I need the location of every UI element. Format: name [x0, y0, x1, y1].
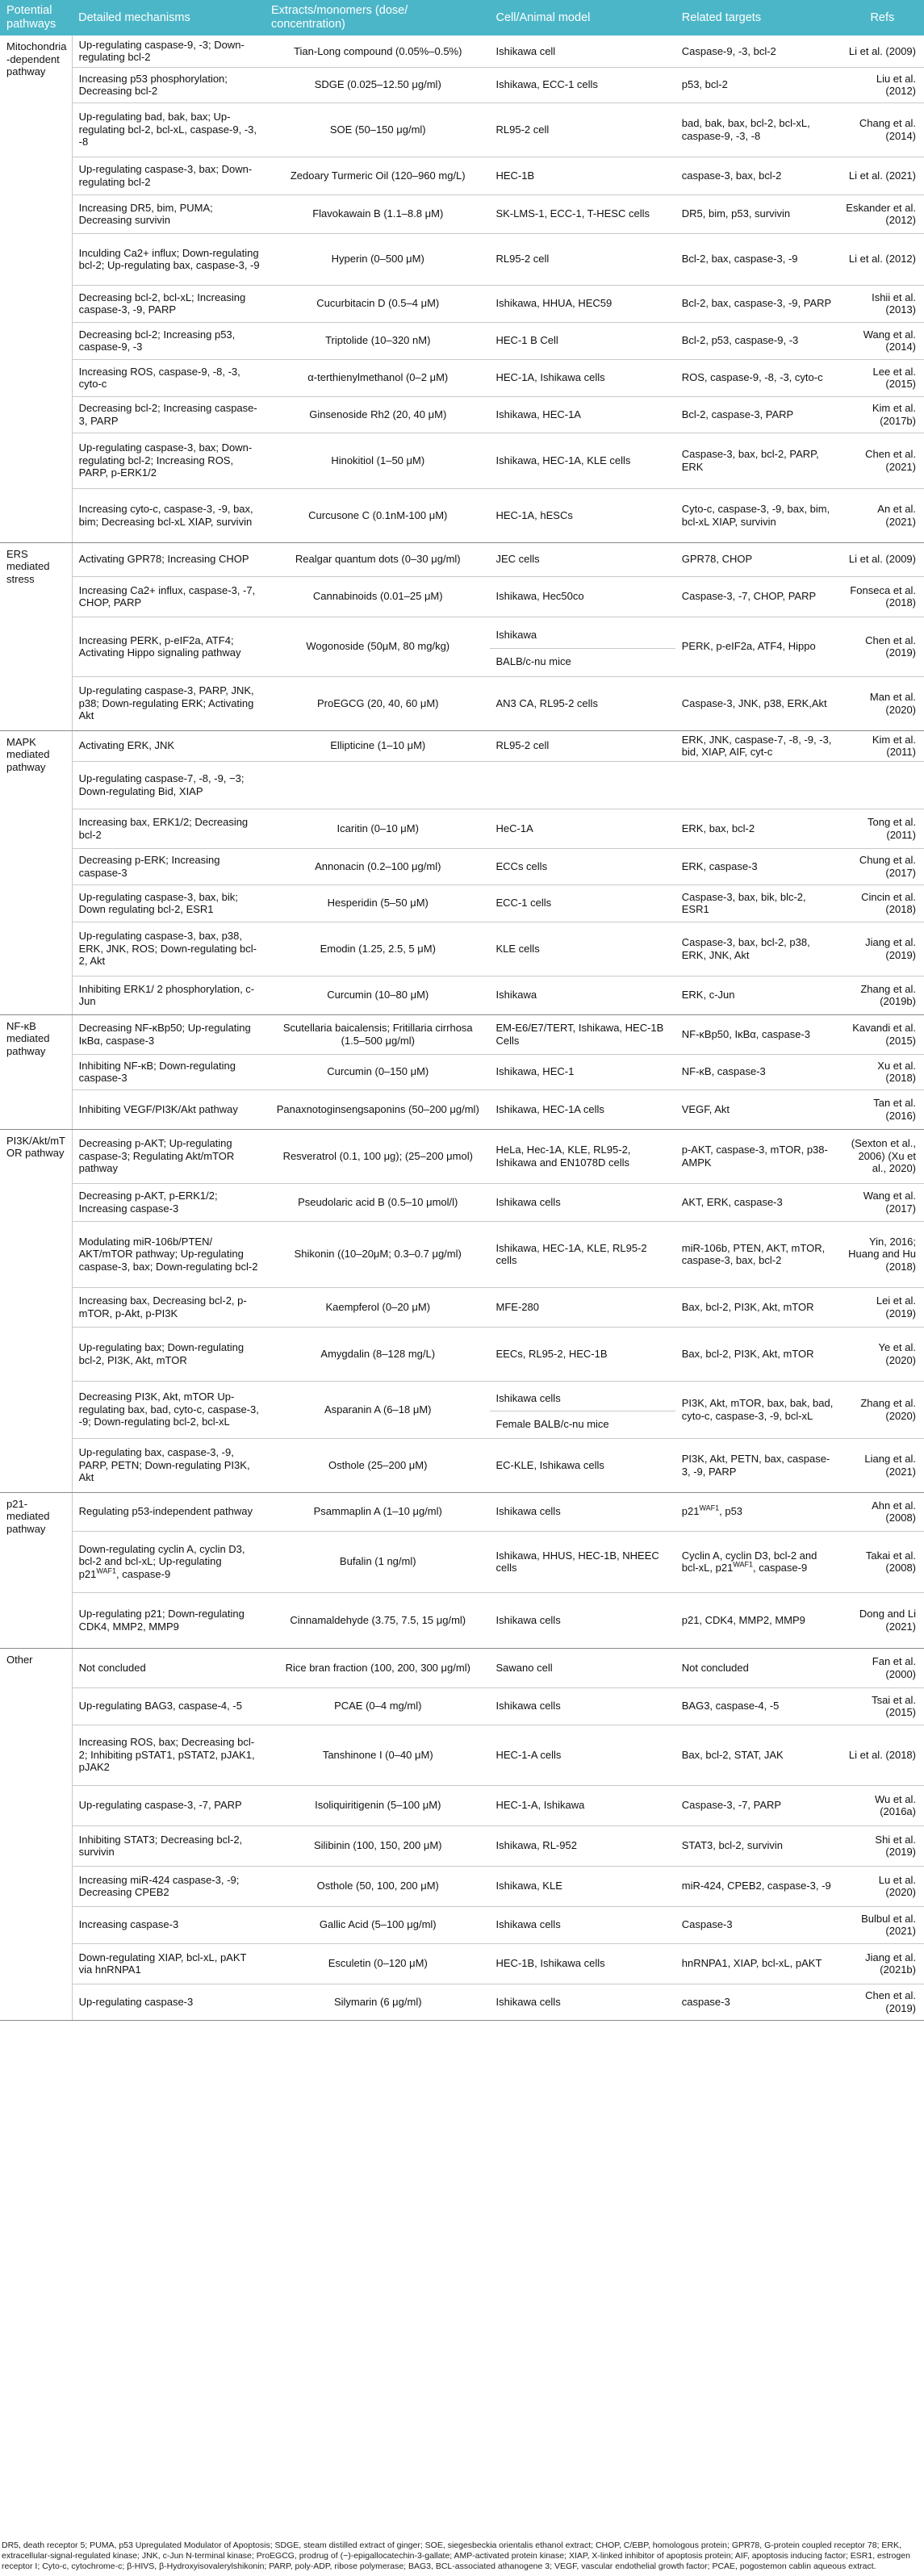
model-cell: Ishikawa, HEC-1A cells — [490, 1089, 675, 1129]
table-row — [0, 488, 924, 542]
mechanism-cell: Increasing bax, Decreasing bcl-2, p-mTOR, p-Akt, p-PI3K — [72, 1287, 265, 1327]
model-cell: MFE-280 — [490, 1287, 675, 1327]
table-row — [0, 322, 924, 359]
extract-cell: Ginsenoside Rh2 (20, 40 μM) — [265, 396, 490, 433]
targets-cell: p-AKT, caspase-3, mTOR, p38-AMPK — [675, 1129, 839, 1183]
table-row — [0, 102, 924, 157]
table-row — [0, 1054, 924, 1089]
table-row — [0, 922, 924, 976]
model-cell: Ishikawa, HEC-1A, KLE, RL95-2 cells — [490, 1221, 675, 1287]
refs-cell: Li et al. (2021) — [839, 157, 924, 194]
targets-cell: ROS, caspase-9, -8, -3, cyto-c — [675, 359, 839, 396]
refs-cell: An et al. (2021) — [839, 488, 924, 542]
mechanism-cell: Up-regulating caspase-3 — [72, 1984, 265, 2020]
refs-cell: Lee et al. (2015) — [839, 359, 924, 396]
refs-cell: Liu et al. (2012) — [839, 67, 924, 102]
model-cell: Sawano cell — [490, 1648, 675, 1687]
targets-cell: miR-424, CPEB2, caspase-3, -9 — [675, 1866, 839, 1906]
mechanism-cell: Decreasing p-AKT; Up-regulating caspase-3; Regulating Akt/mTOR pathway — [72, 1129, 265, 1183]
extract-cell: Amygdalin (8–128 mg/L) — [265, 1327, 490, 1381]
model-cell: HeLa, Hec-1A, KLE, RL95-2, Ishikawa and EN1078D cells — [490, 1129, 675, 1183]
extract-cell: ProEGCG (20, 40, 60 μM) — [265, 676, 490, 730]
pathway-cell: PI3K/Akt/mTOR pathway — [0, 1129, 72, 1492]
extract-cell: Rice bran fraction (100, 200, 300 μg/ml) — [265, 1648, 490, 1687]
table-row — [0, 542, 924, 576]
model-cell: EECs, RL95-2, HEC-1B — [490, 1327, 675, 1381]
mechanism-cell: Modulating miR-106b/PTEN/ AKT/mTOR pathway; Up-regulating caspase-3, bax; Down-regulating bcl-2 — [72, 1221, 265, 1287]
targets-cell: ERK, bax, bcl-2 — [675, 809, 839, 848]
targets-cell: hnRNPA1, XIAP, bcl-xL, pAKT — [675, 1943, 839, 1984]
mechanism-cell: Up-regulating bax; Down-regulating bcl-2, PI3K, Akt, mTOR — [72, 1327, 265, 1381]
table-row — [0, 1592, 924, 1648]
mechanism-cell: Increasing PERK, p-eIF2a, ATF4; Activating Hippo signaling pathway — [72, 617, 265, 676]
refs-cell: Dong and Li (2021) — [839, 1592, 924, 1648]
targets-cell: $p21^{WAF1}$, p53 — [675, 1492, 839, 1531]
targets-cell: PERK, p-eIF2a, ATF4, Hippo — [675, 617, 839, 676]
mechanism-cell: Decreasing bcl-2; Increasing p53, caspase-9, -3 — [72, 322, 265, 359]
model-cell: Ishikawa — [490, 976, 675, 1014]
mechanism-cell: Regulating p53-independent pathway — [72, 1492, 265, 1531]
extract-cell: Hesperidin (5–50 μM) — [265, 884, 490, 922]
targets-cell: Caspase-3, bax, bik, blc-2, ESR1 — [675, 884, 839, 922]
targets-cell — [675, 761, 839, 809]
targets-cell: STAT3, bcl-2, survivin — [675, 1825, 839, 1866]
model-cell: Ishikawa, KLE — [490, 1866, 675, 1906]
extract-cell: Pseudolaric acid B (0.5–10 μmol/l) — [265, 1183, 490, 1221]
refs-cell: Eskander et al. (2012) — [839, 194, 924, 233]
mechanism-cell: Up-regulating caspase-3, PARP, JNK, p38; Down-regulating ERK; Activating Akt — [72, 676, 265, 730]
refs-cell — [839, 761, 924, 809]
table-row — [0, 1648, 924, 1687]
refs-cell: Yin, 2016; Huang and Hu (2018) — [839, 1221, 924, 1287]
targets-cell: Bcl-2, bax, caspase-3, -9 — [675, 233, 839, 285]
mechanism-cell: Up-regulating bad, bak, bax; Up-regulating bcl-2, bcl-xL, caspase-9, -3, -8 — [72, 102, 265, 157]
mechanism-cell: Down-regulating XIAP, bcl-xL, pAKT via hnRNPA1 — [72, 1943, 265, 1984]
refs-cell: Wu et al. (2016a) — [839, 1785, 924, 1825]
targets-cell: GPR78, CHOP — [675, 542, 839, 576]
refs-cell: Tong et al. (2011) — [839, 809, 924, 848]
pathway-cell: NF-κB mediated pathway — [0, 1014, 72, 1129]
mechanism-cell: Activating GPR78; Increasing CHOP — [72, 542, 265, 576]
model-line: Ishikawa cells — [490, 1386, 675, 1412]
mechanism-cell: Up-regulating caspase-3, bax, p38, ERK, JNK, ROS; Down-regulating bcl-2, Akt — [72, 922, 265, 976]
extract-cell: α-terthienylmethanol (0–2 μM) — [265, 359, 490, 396]
extract-cell: Curcusone C (0.1nM-100 μM) — [265, 488, 490, 542]
extract-cell: Curcumin (0–150 μM) — [265, 1054, 490, 1089]
extract-cell: Hinokitiol (1–50 μM) — [265, 433, 490, 488]
extract-cell: Osthole (25–200 μM) — [265, 1438, 490, 1492]
mechanism-cell: Increasing miR-424 caspase-3, -9; Decreasing CPEB2 — [72, 1866, 265, 1906]
targets-cell: ERK, caspase-3 — [675, 848, 839, 884]
mechanism-cell: Inhibiting STAT3; Decreasing bcl-2, survivin — [72, 1825, 265, 1866]
refs-cell: Chung et al. (2017) — [839, 848, 924, 884]
table-row — [0, 761, 924, 809]
extract-cell: Scutellaria baicalensis; Fritillaria cirrhosa (1.5–500 μg/ml) — [265, 1014, 490, 1054]
table-body — [0, 36, 924, 2020]
extract-cell: Cucurbitacin D (0.5–4 μM) — [265, 285, 490, 322]
mechanism-cell: Increasing DR5, bim, PUMA; Decreasing survivin — [72, 194, 265, 233]
table-row — [0, 1014, 924, 1054]
table-row — [0, 617, 924, 676]
model-cell: HEC-1B — [490, 157, 675, 194]
targets-cell: Bcl-2, p53, caspase-9, -3 — [675, 322, 839, 359]
model-cell: EM-E6/E7/TERT, Ishikawa, HEC-1B Cells — [490, 1014, 675, 1054]
refs-cell: Tan et al. (2016) — [839, 1089, 924, 1129]
refs-cell: Li et al. (2012) — [839, 233, 924, 285]
mechanism-cell: Decreasing bcl-2; Increasing caspase-3, PARP — [72, 396, 265, 433]
refs-cell: Zhang et al. (2019b) — [839, 976, 924, 1014]
mechanism-cell: Increasing bax, ERK1/2; Decreasing bcl-2 — [72, 809, 265, 848]
extract-cell: Tanshinone I (0–40 μM) — [265, 1725, 490, 1785]
model-cell: HEC-1B, Ishikawa cells — [490, 1943, 675, 1984]
model-cell: Ishikawa, Hec50co — [490, 576, 675, 617]
table-row — [0, 730, 924, 761]
refs-cell: Li et al. (2009) — [839, 542, 924, 576]
extract-cell: SDGE (0.025–12.50 μg/ml) — [265, 67, 490, 102]
table-row — [0, 1725, 924, 1785]
targets-cell: Caspase-3, -7, PARP — [675, 1785, 839, 1825]
model-line-2: BALB/c-nu mice — [495, 654, 571, 667]
table-row — [0, 1492, 924, 1531]
pathway-cell: MAPK mediated pathway — [0, 730, 72, 1014]
table-row — [0, 67, 924, 102]
model-line: Ishikawa — [490, 622, 675, 649]
targets-cell: VEGF, Akt — [675, 1089, 839, 1129]
mechanism-cell: Down-regulating cyclin A, cyclin D3, bcl-2 and bcl-xL; Up-regulating $p21^{WAF1}$, caspase-9 — [72, 1531, 265, 1592]
extract-cell: Gallic Acid (5–100 μg/ml) — [265, 1906, 490, 1943]
mechanism-cell: Inhibiting VEGF/PI3K/Akt pathway — [72, 1089, 265, 1129]
model-cell: Ishikawa cells — [490, 1984, 675, 2020]
table-row — [0, 1327, 924, 1381]
table-row — [0, 1906, 924, 1943]
extract-cell: Psammaplin A (1–10 μg/ml) — [265, 1492, 490, 1531]
extract-cell: Shikonin ((10–20μM; 0.3–0.7 μg/ml) — [265, 1221, 490, 1287]
refs-cell: Lei et al. (2019) — [839, 1287, 924, 1327]
refs-cell: Shi et al. (2019) — [839, 1825, 924, 1866]
targets-cell: Cyto-c, caspase-3, -9, bax, bim, bcl-xL XIAP, survivin — [675, 488, 839, 542]
targets-cell: Caspase-3, bax, bcl-2, p38, ERK, JNK, Akt — [675, 922, 839, 976]
model-cell: HEC-1 B Cell — [490, 322, 675, 359]
refs-cell: Lu et al. (2020) — [839, 1866, 924, 1906]
extract-cell: Annonacin (0.2–100 μg/ml) — [265, 848, 490, 884]
targets-cell: miR-106b, PTEN, AKT, mTOR, caspase-3, bax, bcl-2 — [675, 1221, 839, 1287]
mechanism-cell: Decreasing p-ERK; Increasing caspase-3 — [72, 848, 265, 884]
table-header-row — [0, 0, 924, 36]
extract-cell: Resveratrol (0.1, 100 μg); (25–200 μmol) — [265, 1129, 490, 1183]
extract-cell: Panaxnotoginsengsaponins (50–200 μg/ml) — [265, 1089, 490, 1129]
model-cell: HeC-1A — [490, 809, 675, 848]
extract-cell: Silymarin (6 μg/ml) — [265, 1984, 490, 2020]
model-cell: Ishikawa, ECC-1 cells — [490, 67, 675, 102]
table-row — [0, 1221, 924, 1287]
table-row — [0, 433, 924, 488]
extract-cell: Asparanin A (6–18 μM) — [265, 1381, 490, 1438]
extract-cell: Icaritin (0–10 μM) — [265, 809, 490, 848]
mechanism-cell: Up-regulating caspase-3, bax; Down-regulating bcl-2; Increasing ROS, PARP, p-ERK1/2 — [72, 433, 265, 488]
refs-cell: Takai et al. (2008) — [839, 1531, 924, 1592]
table-row — [0, 396, 924, 433]
targets-cell: Caspase-3 — [675, 1906, 839, 1943]
mechanism-cell: Decreasing p-AKT, p-ERK1/2; Increasing caspase-3 — [72, 1183, 265, 1221]
mechanism-cell: Decreasing bcl-2, bcl-xL; Increasing caspase-3, -9, PARP — [72, 285, 265, 322]
mechanism-cell: Inculding Ca2+ influx; Down-regulating bcl-2; Up-regulating bax, caspase-3, -9 — [72, 233, 265, 285]
targets-cell: ERK, JNK, caspase-7, -8, -9, -3, bid, XIAP, AIF, cyt-c — [675, 730, 839, 761]
table-row — [0, 676, 924, 730]
targets-cell: BAG3, caspase-4, -5 — [675, 1687, 839, 1725]
table-row — [0, 1089, 924, 1129]
refs-cell: Li et al. (2018) — [839, 1725, 924, 1785]
refs-cell: (Sexton et al., 2006) (Xu et al., 2020) — [839, 1129, 924, 1183]
model-cell: ECCs cells — [490, 848, 675, 884]
model-cell: HEC-1-A, Ishikawa — [490, 1785, 675, 1825]
mechanism-cell: Increasing cyto-c, caspase-3, -9, bax, bim; Decreasing bcl-xL XIAP, survivin — [72, 488, 265, 542]
table-row — [0, 1825, 924, 1866]
targets-cell: p53, bcl-2 — [675, 67, 839, 102]
refs-cell: Ye et al. (2020) — [839, 1327, 924, 1381]
refs-cell: Ahn et al. (2008) — [839, 1492, 924, 1531]
model-cell: EC-KLE, Ishikawa cells — [490, 1438, 675, 1492]
refs-cell: Chang et al. (2014) — [839, 102, 924, 157]
table-row — [0, 36, 924, 67]
targets-cell: DR5, bim, p53, survivin — [675, 194, 839, 233]
targets-cell: Bax, bcl-2, PI3K, Akt, mTOR — [675, 1287, 839, 1327]
table-footnote: DR5, death receptor 5; PUMA, p53 Upregulated Modulator of Apoptosis; SDGE, steam distilled extract of ginger; SOE, siegesbeckia orientalis ethanol extract; CHOP, C/EBP, homologous protein; GPR78, G-protein coupled receptor 78; ERK, extracellular-signal-regulated kinase; JNK, c-Jun N-terminal kinase; ProEGCG, prodrug of (−)-epigallocatechin-3-gallate; AMP-activated protein kinase; XIAP, X-linked inhibitor of apoptosis protein; AIF, apoptosis inducing factor; ESR1, estrogen receptor I; Cyto-c, cytochrome-c; β-HIVS, β-Hydroxyisovalerylshikonin; PARP, poly-ADP, ribose polymerase; BAG3, BCL-associated athanogene 3; VEGF, vascular endothelial growth factor; PCAE, pogostemon cablin aqueous extract. — [2, 2540, 910, 2571]
extract-cell: Triptolide (10–320 nM) — [265, 322, 490, 359]
model-cell — [490, 1381, 675, 1438]
header-targets: Related targets — [675, 0, 839, 36]
extract-cell: Cannabinoids (0.01–25 μM) — [265, 576, 490, 617]
extract-cell: Zedoary Turmeric Oil (120–960 mg/L) — [265, 157, 490, 194]
refs-cell: Li et al. (2009) — [839, 36, 924, 67]
targets-cell: Bax, bcl-2, STAT, JAK — [675, 1725, 839, 1785]
extract-cell: Osthole (50, 100, 200 μM) — [265, 1866, 490, 1906]
table-row — [0, 1129, 924, 1183]
refs-cell: Tsai et al. (2015) — [839, 1687, 924, 1725]
table-row — [0, 1438, 924, 1492]
header-model: Cell/Animal model — [490, 0, 675, 36]
targets-cell: bad, bak, bax, bcl-2, bcl-xL, caspase-9, -3, -8 — [675, 102, 839, 157]
table-row — [0, 157, 924, 194]
targets-cell: caspase-3 — [675, 1984, 839, 2020]
header-pathway: Potential pathways — [0, 0, 72, 36]
mechanism-cell: Up-regulating caspase-3, bax; Down-regulating bcl-2 — [72, 157, 265, 194]
pathway-cell: Other — [0, 1648, 72, 2020]
targets-cell: Cyclin A, cyclin D3, bcl-2 and bcl-xL, $p21^{WAF1}$, caspase-9 — [675, 1531, 839, 1592]
mechanism-cell: Up-regulating BAG3, caspase-4, -5 — [72, 1687, 265, 1725]
targets-cell: Caspase-3, -7, CHOP, PARP — [675, 576, 839, 617]
mechanism-cell: Up-regulating bax, caspase-3, -9, PARP, PETN; Down-regulating PI3K, Akt — [72, 1438, 265, 1492]
table-row — [0, 1943, 924, 1984]
extract-cell: Emodin (1.25, 2.5, 5 μM) — [265, 922, 490, 976]
model-cell: RL95-2 cell — [490, 730, 675, 761]
mechanism-cell: Increasing ROS, caspase-9, -8, -3, cyto-c — [72, 359, 265, 396]
refs-cell: Wang et al. (2014) — [839, 322, 924, 359]
extract-cell: Bufalin (1 ng/ml) — [265, 1531, 490, 1592]
table-row — [0, 285, 924, 322]
table-row — [0, 194, 924, 233]
table-row — [0, 1381, 924, 1438]
targets-cell: NF-κBp50, IκBα, caspase-3 — [675, 1014, 839, 1054]
mechanism-cell: Up-regulating p21; Down-regulating CDK4, MMP2, MMP9 — [72, 1592, 265, 1648]
mechanism-cell: Up-regulating caspase-3, -7, PARP — [72, 1785, 265, 1825]
extract-cell: Hyperin (0–500 μM) — [265, 233, 490, 285]
model-cell: HEC-1A, Ishikawa cells — [490, 359, 675, 396]
refs-cell: Zhang et al. (2020) — [839, 1381, 924, 1438]
model-cell: Ishikawa cells — [490, 1687, 675, 1725]
refs-cell: Kim et al. (2011) — [839, 730, 924, 761]
model-cell: RL95-2 cell — [490, 102, 675, 157]
targets-cell: PI3K, Akt, mTOR, bax, bak, bad, cyto-c, caspase-3, -9, bcl-xL — [675, 1381, 839, 1438]
mechanism-cell: Inhibiting ERK1/ 2 phosphorylation, c-Jun — [72, 976, 265, 1014]
targets-cell: caspase-3, bax, bcl-2 — [675, 157, 839, 194]
model-cell: Ishikawa, HEC-1 — [490, 1054, 675, 1089]
refs-cell: Fan et al. (2000) — [839, 1648, 924, 1687]
model-cell: SK-LMS-1, ECC-1, T-HESC cells — [490, 194, 675, 233]
refs-cell: Wang et al. (2017) — [839, 1183, 924, 1221]
model-cell: Ishikawa cells — [490, 1592, 675, 1648]
mechanism-cell: Increasing caspase-3 — [72, 1906, 265, 1943]
targets-cell: Caspase-3, bax, bcl-2, PARP, ERK — [675, 433, 839, 488]
refs-cell: Cincin et al. (2018) — [839, 884, 924, 922]
refs-cell: Chen et al. (2021) — [839, 433, 924, 488]
model-cell: KLE cells — [490, 922, 675, 976]
table-row — [0, 884, 924, 922]
model-cell: Ishikawa cells — [490, 1492, 675, 1531]
table-row — [0, 233, 924, 285]
mechanism-cell: Up-regulating caspase-3, bax, bik; Down regulating bcl-2, ESR1 — [72, 884, 265, 922]
refs-cell: Jiang et al. (2021b) — [839, 1943, 924, 1984]
extract-cell: Kaempferol (0–20 μM) — [265, 1287, 490, 1327]
targets-cell: Caspase-3, JNK, p38, ERK,Akt — [675, 676, 839, 730]
model-cell: ECC-1 cells — [490, 884, 675, 922]
model-cell: Ishikawa, HHUS, HEC-1B, NHEEC cells — [490, 1531, 675, 1592]
targets-cell: Not concluded — [675, 1648, 839, 1687]
model-cell: Ishikawa cell — [490, 36, 675, 67]
mechanism-cell: Increasing p53 phosphorylation; Decreasing bcl-2 — [72, 67, 265, 102]
model-cell: Ishikawa, RL-952 — [490, 1825, 675, 1866]
targets-cell: Bcl-2, caspase-3, PARP — [675, 396, 839, 433]
pathway-cell: Mitochondria-dependent pathway — [0, 36, 72, 542]
table-row — [0, 1687, 924, 1725]
mechanism-cell: Inhibiting NF-κB; Down-regulating caspase-3 — [72, 1054, 265, 1089]
model-cell: Ishikawa, HEC-1A, KLE cells — [490, 433, 675, 488]
extract-cell: Ellipticine (1–10 μM) — [265, 730, 490, 761]
mechanism-cell: Increasing ROS, bax; Decreasing bcl-2; Inhibiting pSTAT1, pSTAT2, pJAK1, pJAK2 — [72, 1725, 265, 1785]
table-row — [0, 976, 924, 1014]
extract-cell: Curcumin (10–80 μM) — [265, 976, 490, 1014]
header-extract: Extracts/monomers (dose/ concentration) — [265, 0, 490, 36]
refs-cell: Chen et al. (2019) — [839, 617, 924, 676]
mechanism-cell: Up-regulating caspase-9, -3; Down-regulating bcl-2 — [72, 36, 265, 67]
targets-cell: ERK, c-Jun — [675, 976, 839, 1014]
extract-cell: Tian-Long compound (0.05%–0.5%) — [265, 36, 490, 67]
extract-cell — [265, 761, 490, 809]
targets-cell: Bcl-2, bax, caspase-3, -9, PARP — [675, 285, 839, 322]
pathway-cell: ERS mediated stress — [0, 542, 72, 730]
model-cell: Ishikawa cells — [490, 1906, 675, 1943]
extract-cell: Esculetin (0–120 μM) — [265, 1943, 490, 1984]
refs-cell: Fonseca et al. (2018) — [839, 576, 924, 617]
mechanism-cell: Increasing Ca2+ influx, caspase-3, -7, CHOP, PARP — [72, 576, 265, 617]
table-row — [0, 359, 924, 396]
mechanism-cell: Up-regulating caspase-7, -8, -9, −3; Down-regulating Bid, XIAP — [72, 761, 265, 809]
model-cell: AN3 CA, RL95-2 cells — [490, 676, 675, 730]
refs-cell: Bulbul et al. (2021) — [839, 1906, 924, 1943]
extract-cell: PCAE (0–4 mg/ml) — [265, 1687, 490, 1725]
targets-cell: Bax, bcl-2, PI3K, Akt, mTOR — [675, 1327, 839, 1381]
table-row — [0, 576, 924, 617]
model-cell: Ishikawa cells — [490, 1183, 675, 1221]
extract-cell: Isoliquiritigenin (5–100 μM) — [265, 1785, 490, 1825]
table-row — [0, 1785, 924, 1825]
model-cell: RL95-2 cell — [490, 233, 675, 285]
extract-cell: Cinnamaldehyde (3.75, 7.5, 15 μg/ml) — [265, 1592, 490, 1648]
model-line-2: Female BALB/c-nu mice — [495, 1418, 609, 1430]
targets-cell: PI3K, Akt, PETN, bax, caspase-3, -9, PARP — [675, 1438, 839, 1492]
targets-cell: p21, CDK4, MMP2, MMP9 — [675, 1592, 839, 1648]
mechanism-cell: Not concluded — [72, 1648, 265, 1687]
extract-cell: SOE (50–150 μg/ml) — [265, 102, 490, 157]
refs-cell: Kim et al. (2017b) — [839, 396, 924, 433]
refs-cell: Xu et al. (2018) — [839, 1054, 924, 1089]
table-row — [0, 1984, 924, 2020]
refs-cell: Man et al. (2020) — [839, 676, 924, 730]
table-row — [0, 1531, 924, 1592]
model-cell: JEC cells — [490, 542, 675, 576]
extract-cell: Silibinin (100, 150, 200 μM) — [265, 1825, 490, 1866]
mechanism-cell: Decreasing NF-κBp50; Up-regulating IκBα, caspase-3 — [72, 1014, 265, 1054]
model-cell — [490, 761, 675, 809]
refs-cell: Chen et al. (2019) — [839, 1984, 924, 2020]
targets-cell: AKT, ERK, caspase-3 — [675, 1183, 839, 1221]
table-row — [0, 1866, 924, 1906]
extract-cell: Realgar quantum dots (0–30 μg/ml) — [265, 542, 490, 576]
extract-cell: Wogonoside (50μM, 80 mg/kg) — [265, 617, 490, 676]
targets-cell: NF-κB, caspase-3 — [675, 1054, 839, 1089]
model-cell: HEC-1-A cells — [490, 1725, 675, 1785]
targets-cell: Caspase-9, -3, bcl-2 — [675, 36, 839, 67]
pathway-cell: p21-mediated pathway — [0, 1492, 72, 1648]
model-cell: Ishikawa, HHUA, HEC59 — [490, 285, 675, 322]
header-mechanism: Detailed mechanisms — [72, 0, 265, 36]
header-refs: Refs — [839, 0, 924, 36]
model-cell: HEC-1A, hESCs — [490, 488, 675, 542]
table-row — [0, 1183, 924, 1221]
refs-cell: Liang et al. (2021) — [839, 1438, 924, 1492]
mechanism-cell: Activating ERK, JNK — [72, 730, 265, 761]
table-row — [0, 848, 924, 884]
model-cell — [490, 617, 675, 676]
mechanism-cell: Decreasing PI3K, Akt, mTOR Up-regulating bax, bad, cyto-c, caspase-3, -9; Down-regulating bcl-2, bcl-xL — [72, 1381, 265, 1438]
refs-cell: Ishii et al. (2013) — [839, 285, 924, 322]
table-row — [0, 1287, 924, 1327]
table-row — [0, 809, 924, 848]
refs-cell: Jiang et al. (2019) — [839, 922, 924, 976]
refs-cell: Kavandi et al. (2015) — [839, 1014, 924, 1054]
model-cell: Ishikawa, HEC-1A — [490, 396, 675, 433]
extract-cell: Flavokawain B (1.1–8.8 μM) — [265, 194, 490, 233]
